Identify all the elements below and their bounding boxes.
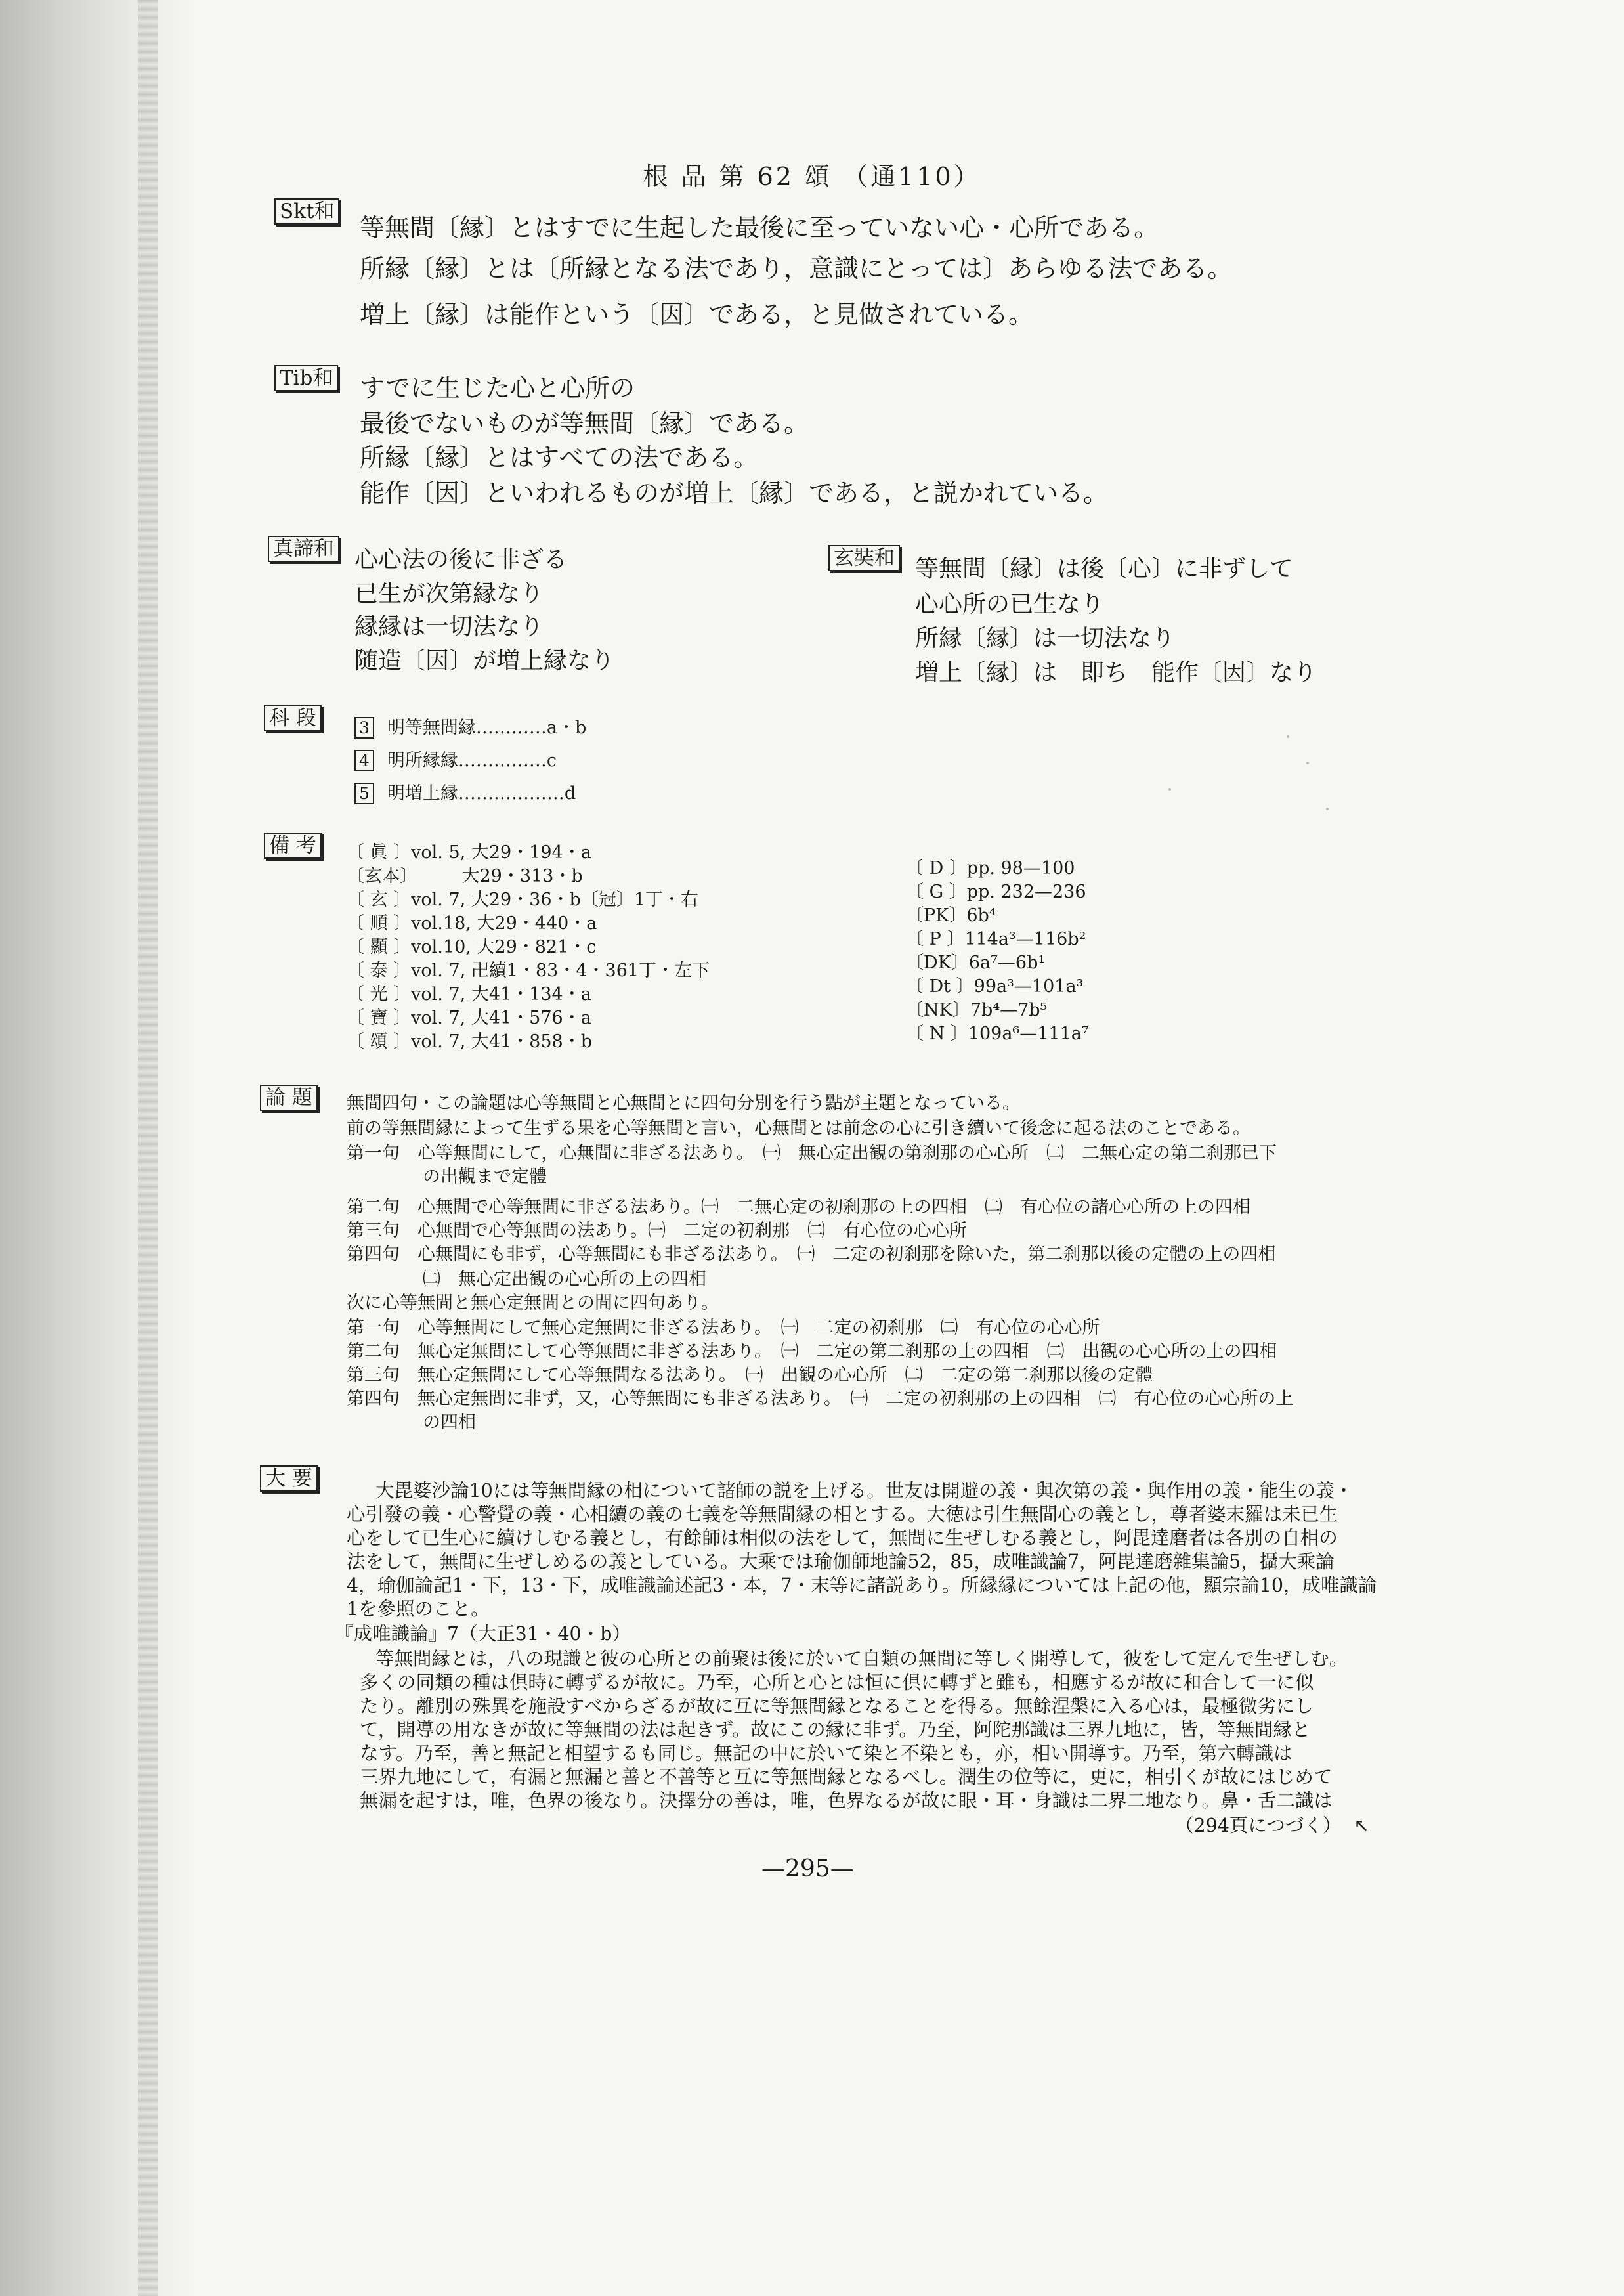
ronsan-line: 次に心等無間と無心定無間との間に四句あり。 (347, 1293, 719, 1313)
diagonal-arrow-icon: ↖ (1354, 1815, 1370, 1836)
ronsan-line: 第三句 心無間で心等無間の法あり。㈠ 二定の初刹那 ㈡ 有心位の心心所 (347, 1221, 967, 1241)
shindai-line: 已生が次第縁なり (354, 580, 544, 607)
biko-left-ref: 〔 頌 〕vol. 7, 大41・858・b (347, 1031, 592, 1052)
biko-right-ref: 〔 P 〕114a³—116b² (906, 929, 1086, 949)
biko-right-ref: 〔 Dt 〕99a³—101a³ (906, 976, 1084, 997)
taiyo-quote-line: て，開導の用なきが故に等無間の法は起きず。故にこの縁に非ず。乃至，阿陀那識は三界九地に，皆，等無間縁と (360, 1719, 1311, 1741)
tib-line: すでに生じた心と心所の (360, 374, 635, 402)
shindai-line: 随造〔因〕が増上縁なり (354, 647, 615, 674)
tib-line: 最後でないものが等無間〔縁〕である。 (360, 409, 809, 438)
ronsan-line: 第四句 無心定無間に非ず，又，心等無間にも非ざる法あり。 ㈠ 二定の初刹那の上の四相 ㈡ 有心位の心心所の上 (347, 1389, 1294, 1409)
tib-tag: Tib和 (274, 365, 338, 391)
kadan-item-number: 5 (354, 783, 374, 804)
ronsan-line: ㈡ 無心定出観の心心所の上の四相 (423, 1269, 706, 1289)
taiyo-line: 1を參照のこと。 (347, 1598, 490, 1620)
genjo-line: 心心所の已生なり (915, 591, 1105, 618)
biko-right-ref: 〔NK〕7b⁴—7b⁵ (906, 1000, 1048, 1020)
biko-right-ref: 〔 D 〕pp. 98—100 (906, 858, 1075, 878)
kadan-item (354, 746, 557, 771)
skt-line: 増上〔縁〕は能作という〔因〕である，と見做されている。 (360, 300, 1034, 329)
biko-right-ref: 〔PK〕6b⁴ (906, 905, 996, 926)
biko-left-ref: 〔 泰 〕vol. 7, 卍續1・83・4・361丁・左下 (347, 961, 710, 981)
taiyo-line: 4，瑜伽論記1・下，13・下，成唯識論述記3・本，7・末等に諸説あり。所縁縁については上記の他，顯宗論10，成唯識論 (347, 1574, 1377, 1596)
genjo-line: 等無間〔縁〕は後〔心〕に非ずして (915, 555, 1294, 582)
ronsan-line: 第二句 無心定無間にして心等無間に非ざる法あり。 ㈠ 二定の第二刹那の上の四相 ㈡ 出観の心心所の上の四相 (347, 1341, 1277, 1362)
biko-left-ref: 〔 寶 〕vol. 7, 大41・576・a (347, 1008, 591, 1028)
taiyo-quote-line: 無漏を起すは，唯，色界の後なり。決擇分の善は，唯，色界なるが故に眼・耳・身識は二界二地なり。鼻・舌二識は (360, 1790, 1333, 1811)
scan-edge-texture (138, 0, 158, 2296)
continuation-note (1175, 1811, 1369, 1838)
skt-line: 所縁〔縁〕とは〔所縁となる法であり，意識にとっては〕あらゆる法である。 (360, 254, 1233, 283)
genjo-line: 増上〔縁〕は 即ち 能作〔因〕なり (915, 659, 1317, 686)
kadan-item-text: 明所縁縁……………c (387, 750, 557, 771)
ronsan-line: の出觀まで定體 (423, 1167, 547, 1187)
kadan-item-number: 4 (354, 750, 374, 771)
tib-line: 所縁〔縁〕とはすべての法である。 (360, 443, 759, 472)
scan-speck (1287, 735, 1289, 738)
taiyo-quote-line: たり。離別の殊異を施設すべからざるが故に互に等無間縁となることを得る。無餘涅槃に入る心は，最極微劣にし (360, 1695, 1314, 1717)
ronsan-line: 第四句 心無間にも非ず，心等無間にも非ざる法あり。 ㈠ 二定の初刹那を除いた，第二刹那以後の定體の上の四相 (347, 1244, 1276, 1265)
biko-right-ref: 〔 G 〕pp. 232—236 (906, 882, 1086, 902)
shindai-line: 縁縁は一切法なり (354, 613, 544, 640)
taiyo-quote-line: 等無間縁とは，八の現識と彼の心所との前聚は後に於いて自類の無間に等しく開導して，彼をして定んで生ぜしむ。 (375, 1648, 1348, 1670)
kadan-item-number: 3 (354, 717, 374, 739)
taiyo-line: 大毘婆沙論10には等無間縁の相について諸師の説を上げる。世友は開避の義・與次第の義・與作用の義・能生の義・ (375, 1480, 1354, 1502)
ronsan-line: 前の等無間縁によって生ずる果を心等無間と言い，心無間とは前念の心に引き續いて後念に起る法のことである。 (347, 1118, 1250, 1138)
ronsan-line: 無間四句・この論題は心等無間と心無間とに四句分別を行う點が主題となっている。 (347, 1093, 1020, 1114)
genjo-tag: 玄奘和 (828, 545, 900, 571)
taiyo-quote-line: なす。乃至，善と無記と相望するも同じ。無記の中に於いて染と不染とも，亦，相い開導す。乃至，第六轉識は (360, 1743, 1293, 1764)
shindai-tag: 真諦和 (268, 536, 339, 562)
taiyo-tag: 大 要 (260, 1465, 318, 1492)
kadan-item (354, 779, 576, 804)
shindai-line: 心心法の後に非ざる (354, 546, 568, 573)
taiyo-source: 『成唯識論』7（大正31・40・b） (335, 1623, 631, 1645)
scan-shadow (0, 0, 197, 2296)
taiyo-line: 心引發の義・心警覺の義・心相續の義の七義を等無間縁の相とする。大徳は引生無間心の義とし，尊者婆末羅は未已生 (347, 1504, 1338, 1525)
taiyo-line: 法をして，無間に生ぜしめるの義としている。大乘では瑜伽師地論52，85，成唯識論7，阿毘達磨雜集論5，攝大乘論 (347, 1551, 1335, 1572)
biko-left-ref: 〔 光 〕vol. 7, 大41・134・a (347, 984, 591, 1005)
biko-right-ref: 〔 N 〕109a⁶—111a⁷ (906, 1024, 1089, 1044)
biko-left-ref: 〔 顯 〕vol.10, 大29・821・c (347, 937, 597, 957)
taiyo-quote-line: 三界九地にして，有漏と無漏と善と不善等と互に等無間縁となるべし。潤生の位等に，更に，相引くが故にはじめて (360, 1766, 1333, 1788)
ronsan-line: の四相 (423, 1412, 476, 1433)
kadan-item (354, 713, 586, 739)
biko-left-ref: 〔 眞 〕vol. 5, 大29・194・a (347, 842, 591, 863)
ronsan-tag: 論 題 (260, 1085, 318, 1111)
page-title: 根 品 第 62 頌 （通110） (643, 162, 981, 191)
ronsan-line: 第一句 心等無間にして無心定無間に非ざる法あり。 ㈠ 二定の初刹那 ㈡ 有心位の心心所 (347, 1318, 1100, 1338)
ronsan-line: 第二句 心無間で心等無間に非ざる法あり。㈠ 二無心定の初刹那の上の四相 ㈡ 有心位の諸心心所の上の四相 (347, 1197, 1250, 1217)
kadan-item-text: 明等無間縁…………a・b (387, 718, 587, 738)
skt-line: 等無間〔縁〕とはすでに生起した最後に至っていない心・心所である。 (360, 213, 1159, 242)
kadan-item-text: 明増上縁………………d (387, 783, 576, 804)
continuation-text: （294頁につづく） (1175, 1815, 1342, 1836)
kadan-tag: 科 段 (264, 705, 322, 731)
tib-line: 能作〔因〕といわれるものが増上〔縁〕である，と説かれている。 (360, 479, 1109, 508)
taiyo-line: 心をして已生心に續けしむる義とし，有餘師は相似の法をして，無間に生ぜしむる義とし，阿毘達磨者は各別の自相の (347, 1527, 1338, 1549)
biko-left-ref: 〔玄本〕 大29・313・b (347, 866, 583, 886)
ronsan-line: 第一句 心等無間にして，心無間に非ざる法あり。 ㈠ 無心定出観の第刹那の心心所 ㈡ 二無心定の第二刹那已下 (347, 1143, 1277, 1163)
biko-right-ref: 〔DK〕6a⁷—6b¹ (906, 953, 1046, 973)
page-number: —295— (761, 1855, 854, 1882)
biko-tag: 備 考 (264, 833, 322, 859)
ronsan-line: 第三句 無心定無間にして心等無間なる法あり。 ㈠ 出観の心心所 ㈡ 二定の第二刹那以後の定體 (347, 1365, 1153, 1385)
genjo-line: 所縁〔縁〕は一切法なり (915, 625, 1176, 652)
scan-speck (1326, 808, 1329, 810)
biko-left-ref: 〔 玄 〕vol. 7, 大29・36・b〔冠〕1丁・右 (347, 890, 698, 910)
scan-speck (1306, 762, 1309, 764)
taiyo-quote-line: 多くの同類の種は倶時に轉ずるが故に。乃至，心所と心とは恒に倶に轉ずと雖も，相應するが故に和合して一に似 (360, 1672, 1314, 1693)
scan-speck (1168, 788, 1171, 791)
biko-left-ref: 〔 順 〕vol.18, 大29・440・a (347, 913, 597, 934)
skt-tag: Skt和 (274, 198, 339, 225)
